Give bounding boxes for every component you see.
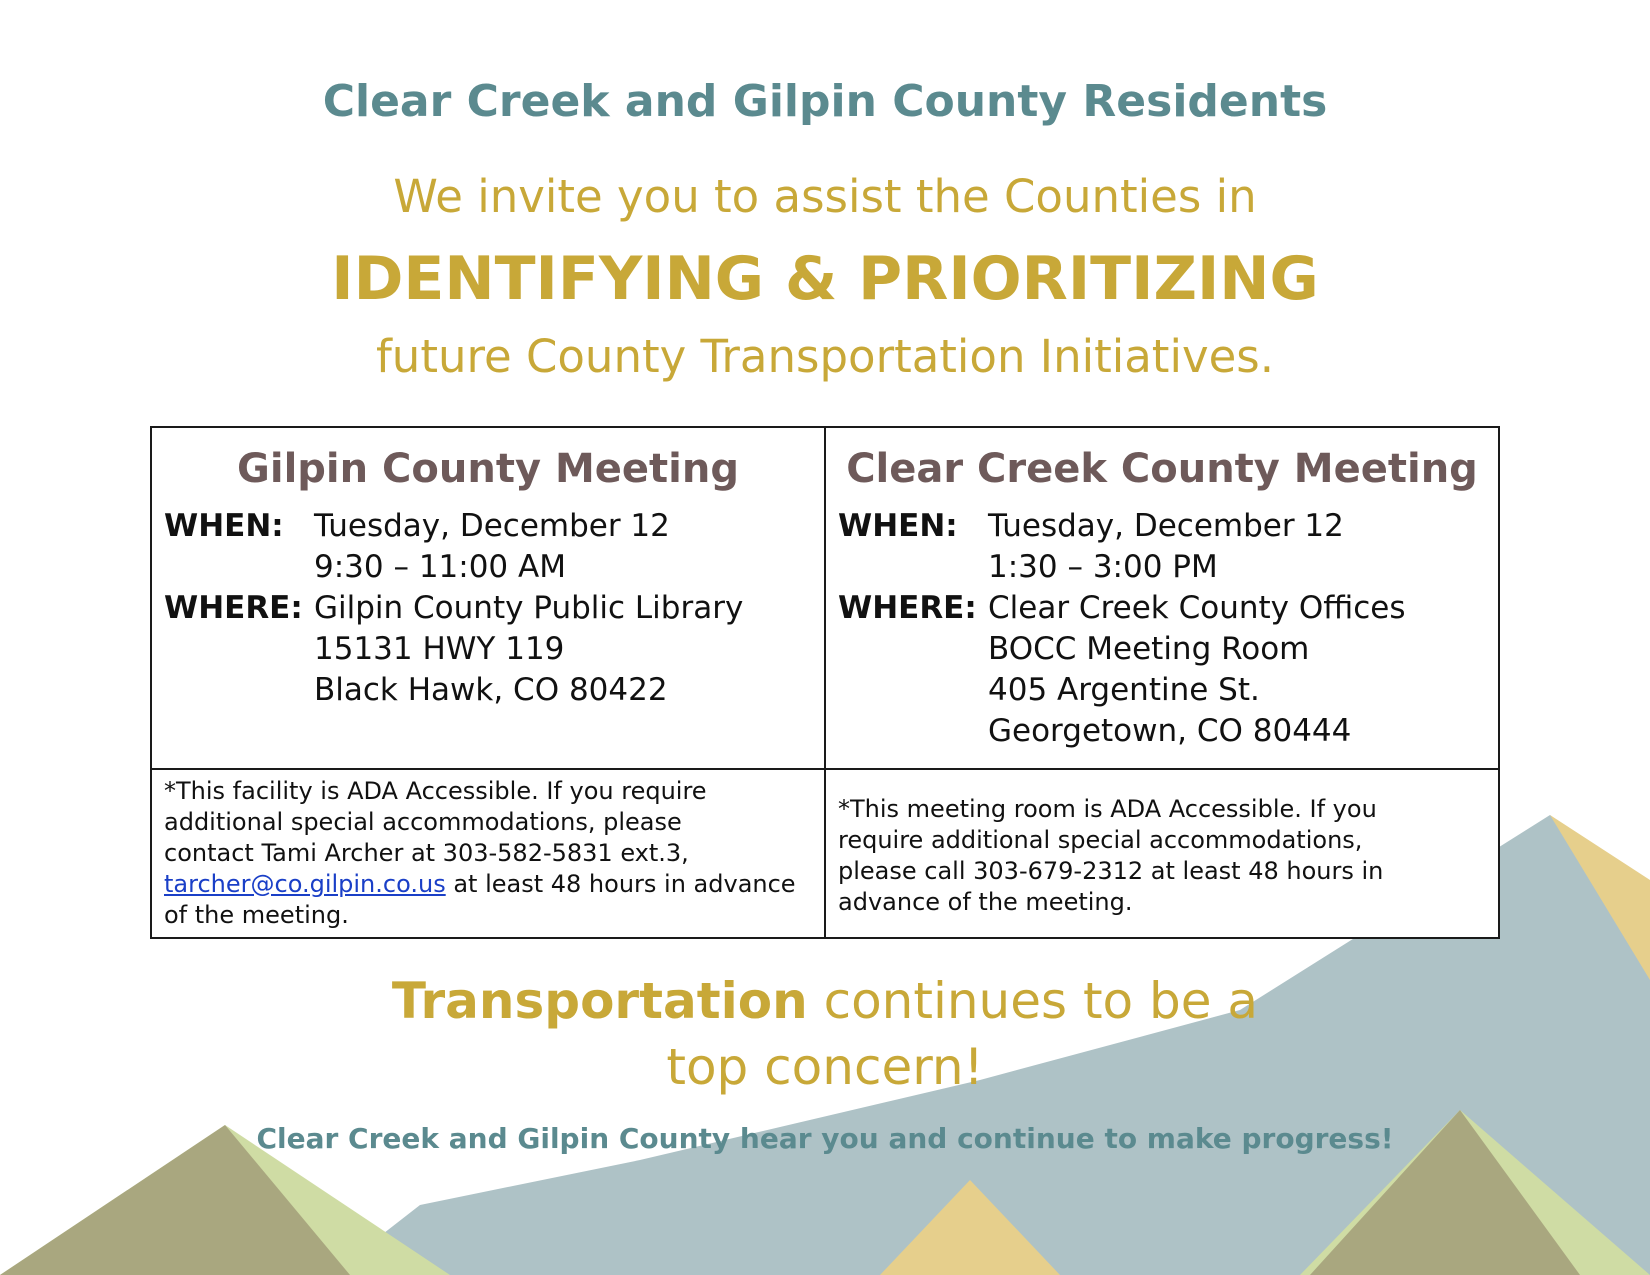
gilpin-where-label: WHERE: bbox=[164, 590, 303, 626]
subheadline: future County Transportation Initiatives. bbox=[375, 330, 1275, 383]
clear-creek-where-line: BOCC Meeting Room bbox=[988, 631, 1310, 667]
gilpin-contact-email-link[interactable]: tarcher@co.gilpin.co.us bbox=[164, 870, 446, 898]
clear-creek-when-time: 1:30 – 3:00 PM bbox=[988, 549, 1218, 585]
gilpin-when-row bbox=[164, 506, 812, 588]
meeting-details-row bbox=[151, 427, 1499, 769]
gilpin-where-line: Black Hawk, CO 80422 bbox=[314, 672, 668, 708]
gilpin-when-value bbox=[314, 506, 670, 588]
gilpin-meeting-title: Gilpin County Meeting bbox=[237, 446, 739, 492]
clear-creek-note-cell bbox=[825, 769, 1499, 938]
gilpin-note-line: at least 48 hours in advance bbox=[445, 870, 796, 898]
clear-creek-note-line: *This meeting room is ADA Accessible. If you bbox=[838, 795, 1377, 823]
clear-creek-when-row bbox=[838, 506, 1486, 588]
clear-creek-meeting-cell bbox=[825, 427, 1499, 769]
clear-creek-where-line: Georgetown, CO 80444 bbox=[988, 713, 1352, 749]
clear-creek-note-line: require additional special accommodations, bbox=[838, 826, 1363, 854]
invite-line: We invite you to assist the Counties in bbox=[393, 170, 1257, 223]
page-title: Clear Creek and Gilpin County Residents bbox=[322, 76, 1328, 127]
gilpin-note-cell bbox=[151, 769, 825, 938]
transportation-keyword: Transportation bbox=[391, 972, 808, 1030]
gilpin-when-date: Tuesday, December 12 bbox=[314, 508, 670, 544]
gilpin-where-value bbox=[314, 588, 743, 711]
clear-creek-where-value bbox=[988, 588, 1406, 752]
gilpin-note-line: of the meeting. bbox=[164, 901, 349, 929]
meeting-table bbox=[150, 426, 1500, 939]
progress-tagline: Clear Creek and Gilpin County hear you and continue to make progress! bbox=[256, 1122, 1394, 1155]
gilpin-where-line: 15131 HWY 119 bbox=[314, 631, 565, 667]
gilpin-note-line: additional special accommodations, please bbox=[164, 808, 682, 836]
clear-creek-where-row bbox=[838, 588, 1486, 752]
headline: IDENTIFYING & PRIORITIZING bbox=[331, 244, 1319, 314]
gilpin-note-line: *This facility is ADA Accessible. If you require bbox=[164, 777, 707, 805]
clear-creek-where-line: Clear Creek County Offices bbox=[988, 590, 1406, 626]
gilpin-where-row bbox=[164, 588, 812, 711]
clear-creek-when-label: WHEN: bbox=[838, 508, 958, 544]
transportation-statement bbox=[0, 968, 1650, 1100]
gilpin-when-time: 9:30 – 11:00 AM bbox=[314, 549, 566, 585]
transportation-statement-line2: top concern! bbox=[666, 1038, 984, 1096]
gilpin-note-line: contact Tami Archer at 303-582-5831 ext.3, bbox=[164, 839, 689, 867]
transportation-statement-rest: continues to be a bbox=[807, 972, 1259, 1030]
clear-creek-note-line: advance of the meeting. bbox=[838, 888, 1133, 916]
clear-creek-meeting-title: Clear Creek County Meeting bbox=[846, 446, 1478, 492]
clear-creek-where-line: 405 Argentine St. bbox=[988, 672, 1260, 708]
clear-creek-note-line: please call 303-679-2312 at least 48 hours in bbox=[838, 857, 1384, 885]
accessibility-notes-row bbox=[151, 769, 1499, 938]
clear-creek-where-label: WHERE: bbox=[838, 590, 977, 626]
gilpin-meeting-cell bbox=[151, 427, 825, 769]
clear-creek-when-value bbox=[988, 506, 1344, 588]
clear-creek-accessibility-note bbox=[838, 788, 1486, 924]
gilpin-when-label: WHEN: bbox=[164, 508, 284, 544]
gilpin-accessibility-note bbox=[164, 770, 812, 937]
gilpin-where-line: Gilpin County Public Library bbox=[314, 590, 744, 626]
clear-creek-when-date: Tuesday, December 12 bbox=[988, 508, 1344, 544]
